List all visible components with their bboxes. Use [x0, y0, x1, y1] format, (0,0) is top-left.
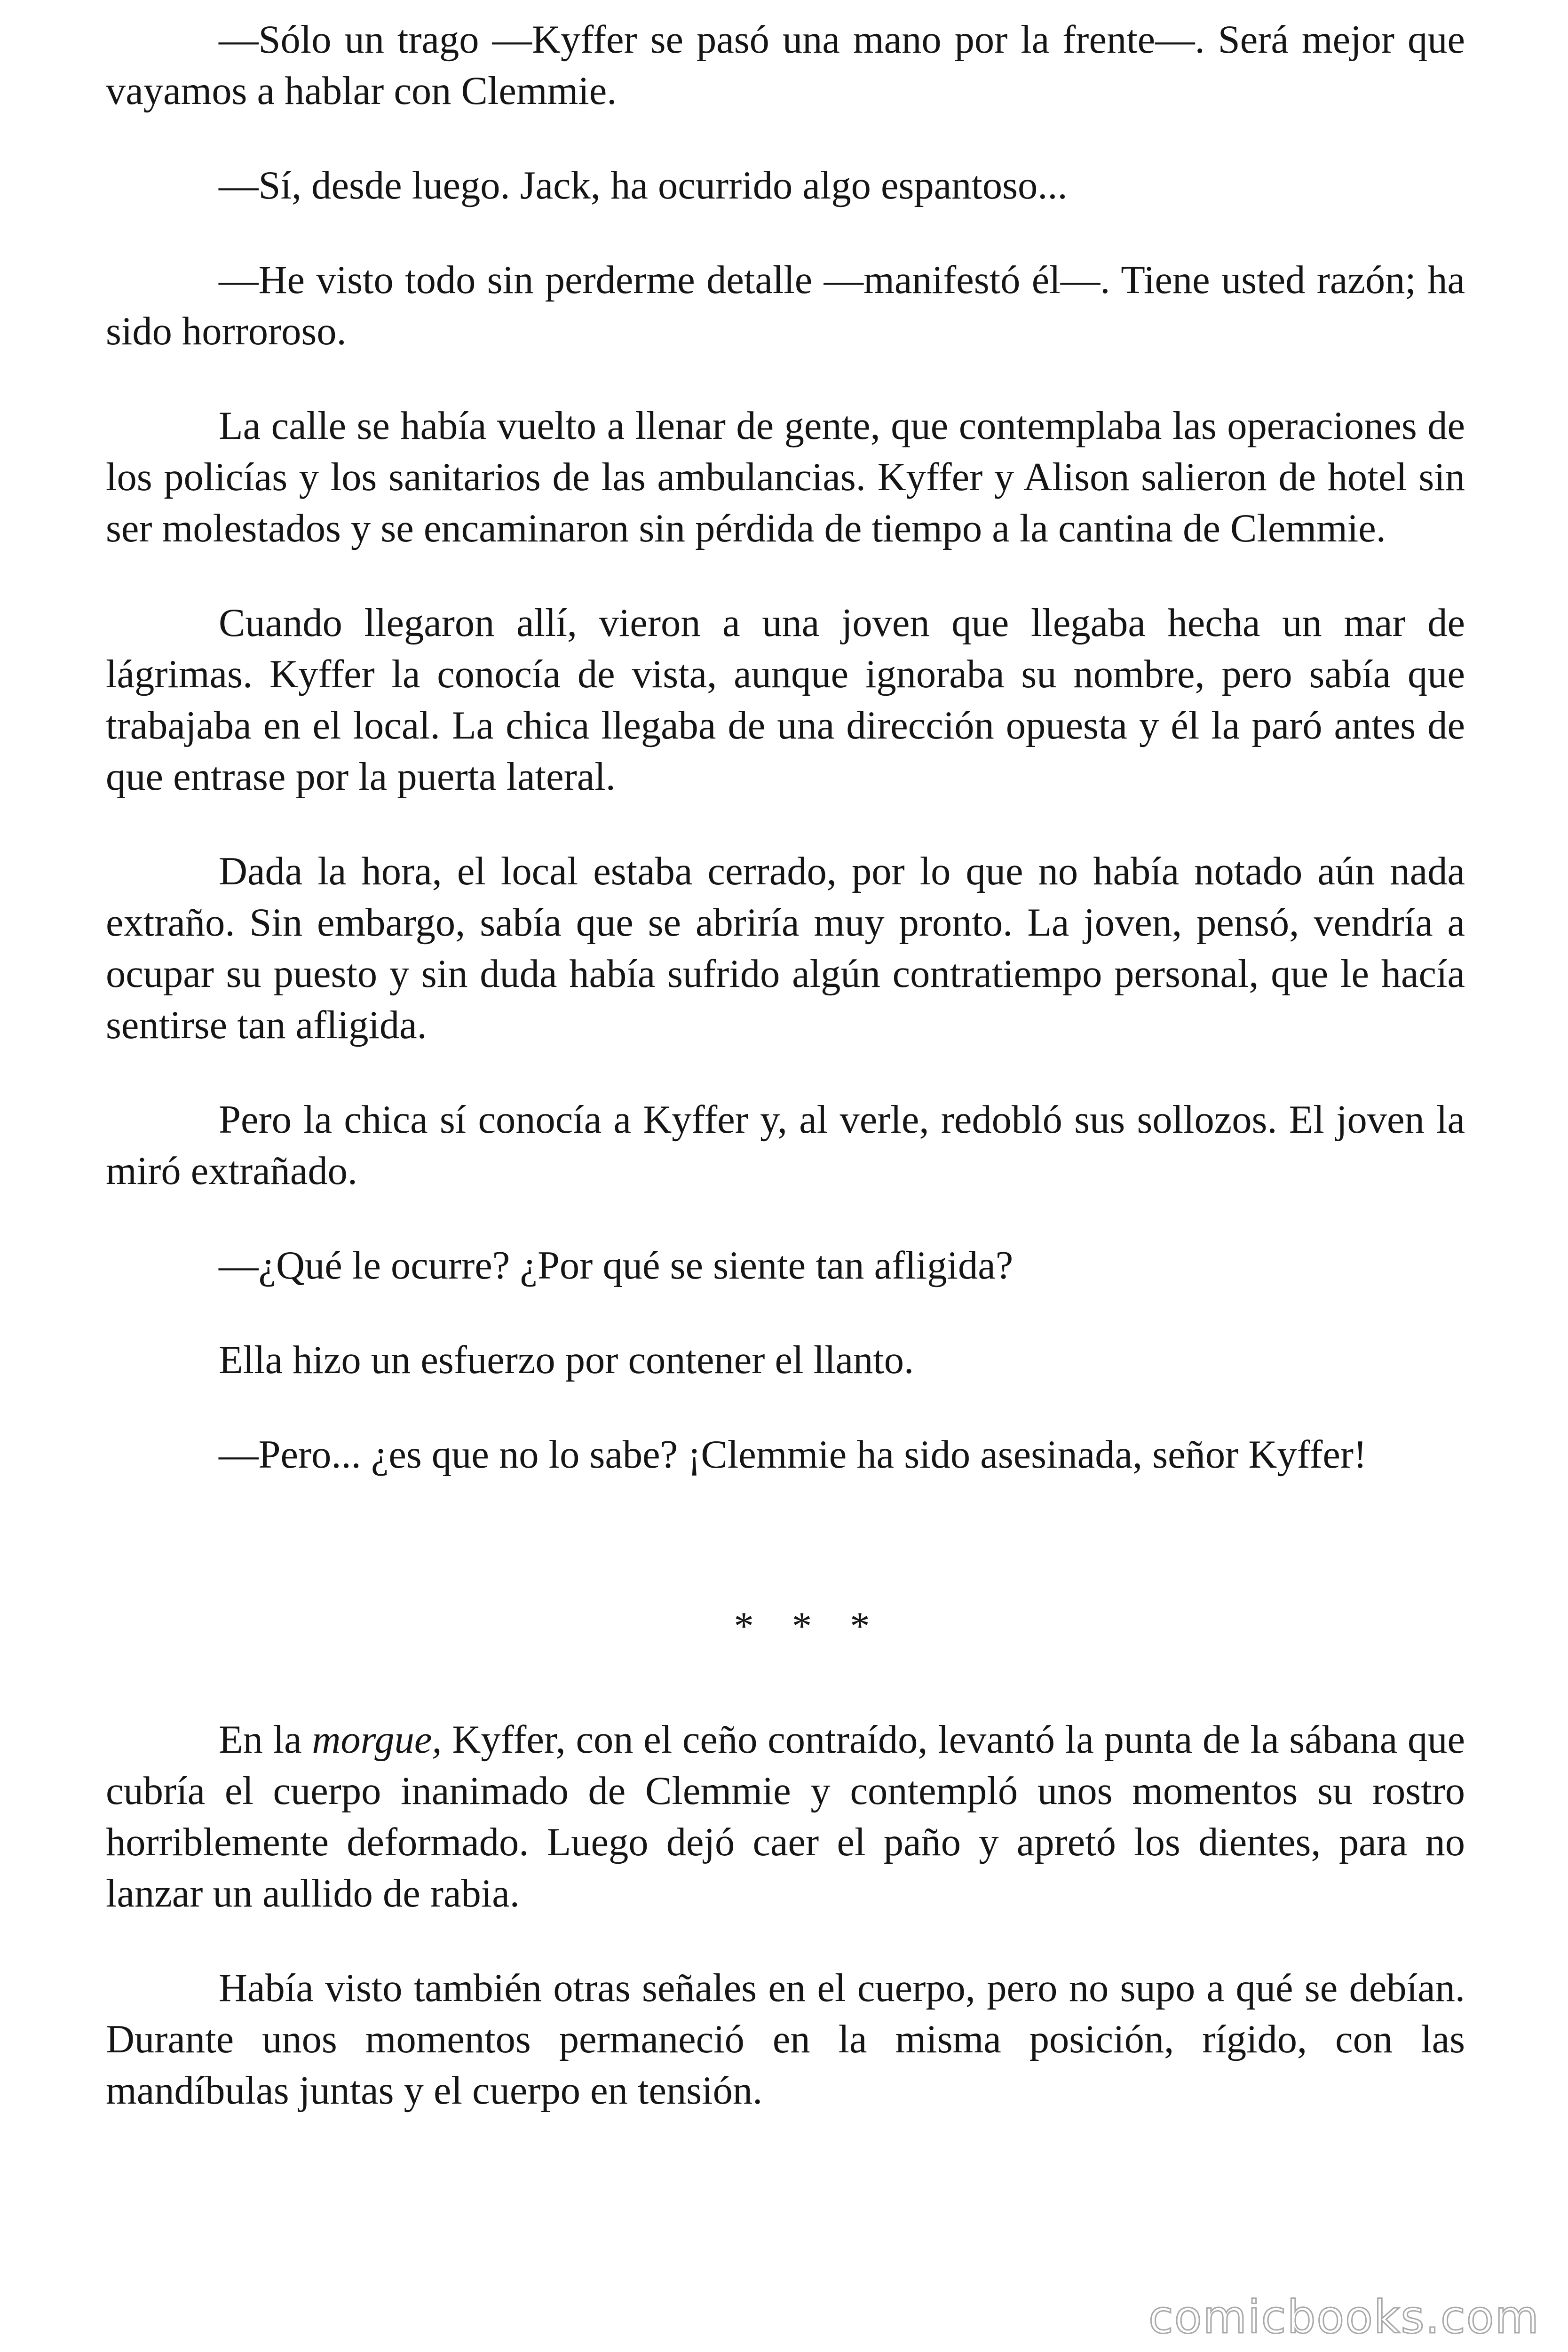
paragraph: —Pero... ¿es que no lo sabe? ¡Clemmie ha sido asesinada, señor Kyffer!	[219, 1433, 1367, 1477]
watermark-logo: comicbooks.com	[1148, 2291, 1540, 2344]
paragraph: Había visto también otras señales en el cuerpo, pero no supo a qué se debían. Durante unos momentos permaneció en la misma posición, rígido, con las mandíbulas juntas y el cuerpo en tensión.	[106, 1966, 1465, 2113]
book-page	[106, 14, 1465, 2160]
paragraph: Ella hizo un esfuerzo por contener el llanto.	[219, 1338, 914, 1382]
paragraph: —¿Qué le ocurre? ¿Por qué se siente tan afligida?	[219, 1244, 1014, 1287]
paragraph: En la morgue, Kyffer, con el ceño contraído, levantó la punta de la sábana que cubría el cuerpo inanimado de Clemmie y contempló unos momentos su rostro horriblemente deformado. Luego dejó caer el paño y apretó los dientes, para no lanzar un aullido de rabia.	[106, 1718, 1465, 1915]
paragraph: —Sí, desde luego. Jack, ha ocurrido algo espantoso...	[219, 164, 1068, 207]
paragraph: —Sólo un trago —Kyffer se pasó una mano por la frente—. Será mejor que vayamos a hablar con Clemmie.	[106, 18, 1465, 113]
italic-word: morgue,	[312, 1718, 442, 1762]
paragraph: Cuando llegaron allí, vieron a una joven que llegaba hecha un mar de lágrimas. Kyffer la conocía de vista, aunque ignoraba su nombre, pero sabía que trabajaba en el local. La chica llegaba de una dirección opuesta y él la paró antes de que entrase por la puerta lateral.	[106, 601, 1465, 799]
paragraph: Pero la chica sí conocía a Kyffer y, al verle, redobló sus sollozos. El joven la miró extrañado.	[106, 1098, 1465, 1193]
section-separator: * * *	[734, 1605, 884, 1648]
paragraph: —He visto todo sin perderme detalle —manifestó él—. Tiene usted razón; ha sido horroroso.	[106, 258, 1465, 353]
paragraph: La calle se había vuelto a llenar de gente, que contemplaba las operaciones de los policías y los sanitarios de las ambulancias. Kyffer y Alison salieron de hotel sin ser molestados y se encaminaron sin pérdida de tiempo a la cantina de Clemmie.	[106, 404, 1465, 550]
paragraph: Dada la hora, el local estaba cerrado, por lo que no había notado aún nada extraño. Sin embargo, sabía que se abriría muy pronto. La joven, pensó, vendría a ocupar su puesto y sin duda había sufrido algún contratiempo personal, que le hacía sentirse tan afligida.	[106, 850, 1465, 1047]
